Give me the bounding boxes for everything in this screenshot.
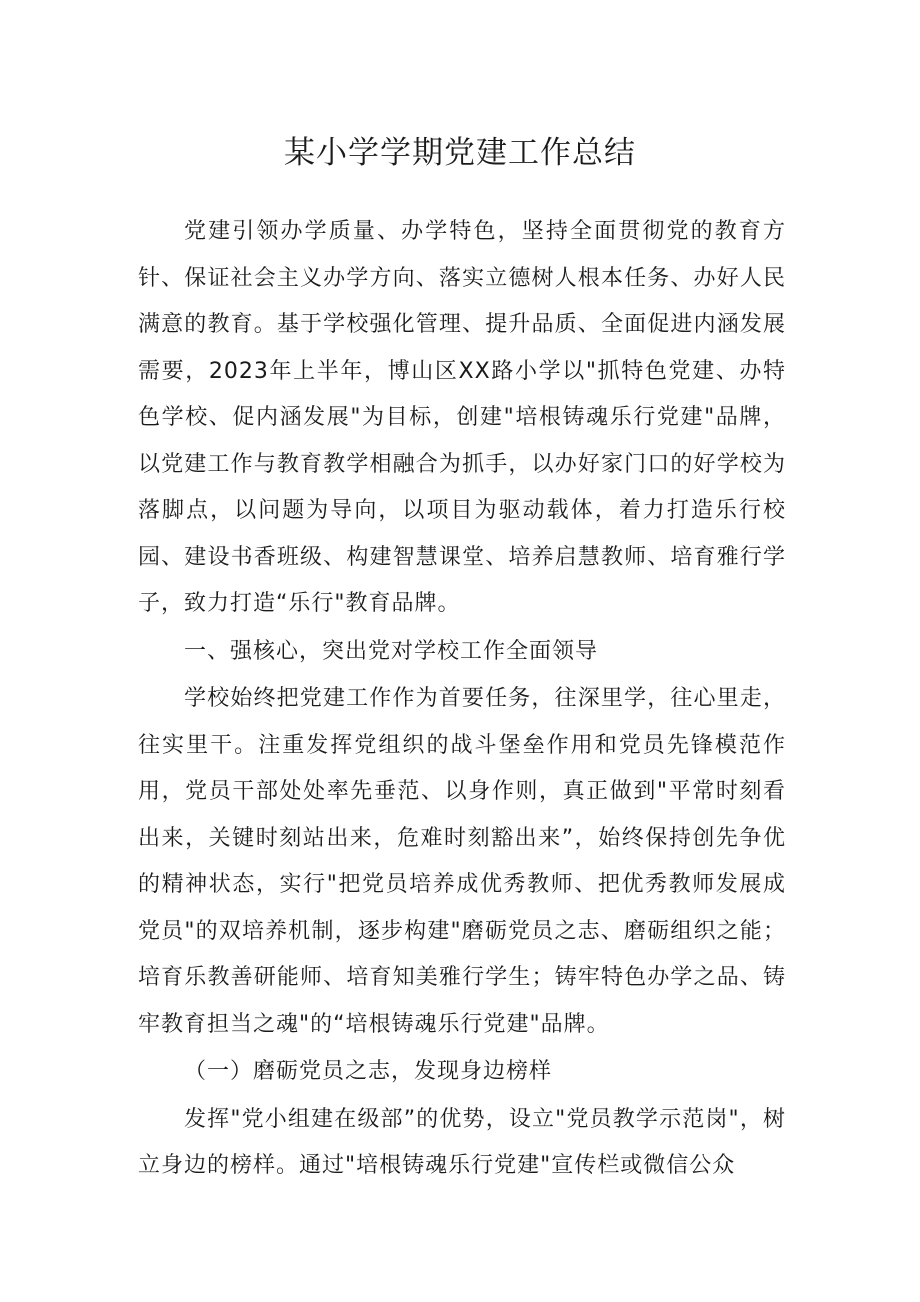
document-title: 某小学学期党建工作总结: [284, 135, 636, 171]
paragraph-subsection-1: 发挥"党小组建在级部”的优势，设立"党员教学示范岗"，树立身边的榜样。通过"培根铸魂乐行党建"宣传栏或微信公众: [138, 1106, 786, 1178]
paragraph-section-1: 学校始终把党建工作作为首要任务，往深里学，往心里走，往实里干。注重发挥党组织的战斗堡垒作用和党员先锋模范作用，党员干部处处率先垂范、以身作则，真正做到"平常时刻看出来，关键时刻站出来，危难时刻豁出来”，始终保持创先争优的精神状态，实行"把党员培养成优秀教师、把优秀教师发展成党员"的双培养机制，逐步构建"磨砺党员之志、磨砺组织之能；培育乐教善研能师、培育知美雅行学生；铸牢特色办学之品、铸牢教育担当之魂"的“培根铸魂乐行党建"品牌。: [138, 686, 786, 1037]
document-body: [138, 209, 786, 1190]
section-heading-1: 一、强核心，突出党对学校工作全面领导: [184, 638, 599, 664]
paragraph-intro: 党建引领办学质量、办学特色，坚持全面贯彻党的教育方针、保证社会主义办学方向、落实立德树人根本任务、办好人民满意的教育。基于学校强化管理、提升品质、全面促进内涵发展需要，2023年上半年，博山区XX路小学以"抓特色党建、办特色学校、促内涵发展"为目标，创建"培根铸魂乐行党建"品牌，以党建工作与教育教学相融合为抓手，以办好家门口的好学校为落脚点，以问题为导向，以项目为驱动载体，着力打造乐行校园、建设书香班级、构建智慧课堂、培养启慧教师、培育雅行学子，致力打造“乐行"教育品牌。: [138, 219, 786, 616]
subsection-heading-1: （一）磨砺党员之志，发现身边榜样: [184, 1059, 553, 1084]
